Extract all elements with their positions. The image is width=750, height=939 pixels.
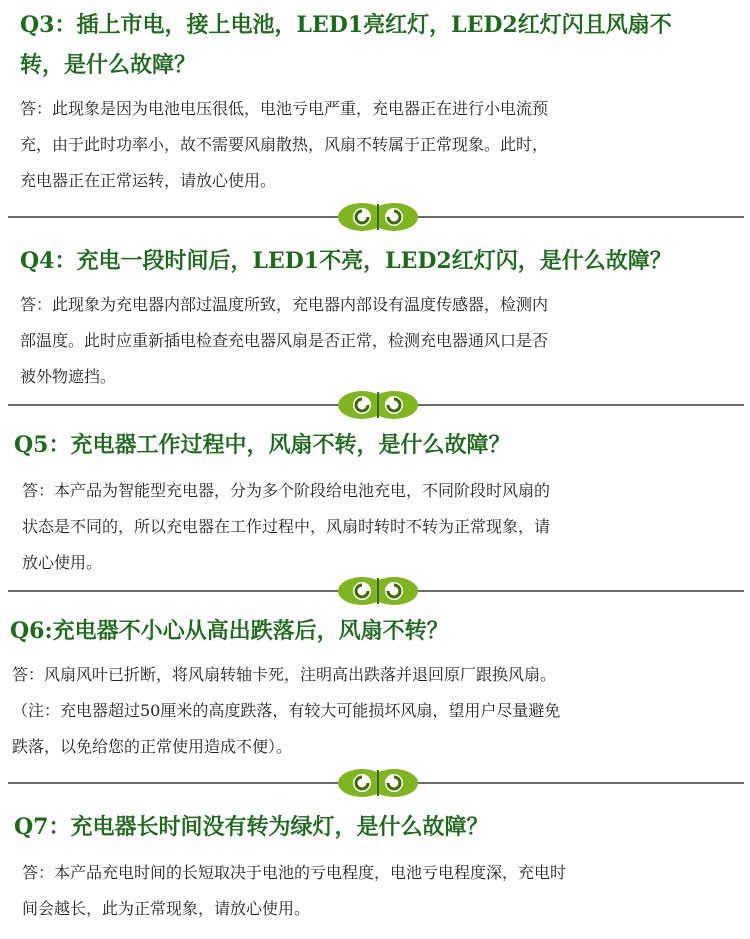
double-swirl-ornament-icon	[332, 768, 424, 798]
divider-line	[8, 782, 338, 784]
divider-line	[418, 216, 744, 218]
question-title: Q5：充电器工作过程中，风扇不转，是什么故障？	[14, 432, 511, 458]
answer-text: 跌落，以免给您的正常使用造成不便）。	[12, 737, 293, 756]
question-title: Q6:充电器不小心从高出跌落后，风扇不转？	[10, 618, 449, 644]
divider-line	[418, 590, 744, 592]
answer-text: 充电器正在正常运转，请放心使用。	[20, 171, 277, 190]
double-swirl-ornament-icon	[332, 576, 424, 606]
answer-text: 答：本产品为智能型充电器，分为多个阶段给电池充电，不同阶段时风扇的	[22, 481, 551, 500]
section-divider	[8, 202, 744, 232]
answer-text: 部温度。此时应重新插电检查充电器风扇是否正常，检测充电器通风口是否	[20, 331, 549, 350]
answer-text: 间会越长，此为正常现象，请放心使用。	[22, 899, 311, 918]
divider-line	[418, 782, 744, 784]
answer-text: 答：风扇风叶已折断，将风扇转轴卡死，注明高出跌落并退回原厂跟换风扇。	[12, 665, 557, 684]
section-divider	[8, 576, 744, 606]
section-divider	[8, 390, 744, 420]
question-title: 转，是什么故障？	[20, 52, 197, 78]
answer-text: 放心使用。	[22, 553, 103, 572]
section-divider	[8, 768, 744, 798]
double-swirl-ornament-icon	[332, 202, 424, 232]
divider-line	[418, 404, 744, 406]
divider-line	[8, 404, 338, 406]
double-swirl-ornament-icon	[332, 390, 424, 420]
question-title: Q3：插上市电，接上电池，LED1亮红灯，LED2红灯闪且风扇不	[20, 12, 672, 38]
answer-text: 充，由于此时功率小，故不需要风扇散热，风扇不转属于正常现象。此时，	[20, 135, 549, 154]
answer-text: 状态是不同的，所以充电器在工作过程中，风扇时转时不转为正常现象，请	[22, 517, 551, 536]
answer-text: 答：本产品充电时间的长短取决于电池的亏电程度，电池亏电程度深，充电时	[22, 863, 567, 882]
answer-text: （注：充电器超过50厘米的高度跌落，有较大可能损坏风扇，望用户尽量避免	[12, 701, 561, 720]
question-title: Q7：充电器长时间没有转为绿灯，是什么故障？	[14, 814, 489, 840]
answer-text: 被外物遮挡。	[20, 367, 117, 386]
answer-text: 答：此现象为充电器内部过温度所致，充电器内部设有温度传感器，检测内	[20, 295, 549, 314]
answer-text: 答：此现象是因为电池电压很低，电池亏电严重，充电器正在进行小电流预	[20, 99, 549, 118]
question-title: Q4：充电一段时间后，LED1不亮，LED2红灯闪，是什么故障？	[20, 248, 672, 274]
divider-line	[8, 590, 338, 592]
divider-line	[8, 216, 338, 218]
